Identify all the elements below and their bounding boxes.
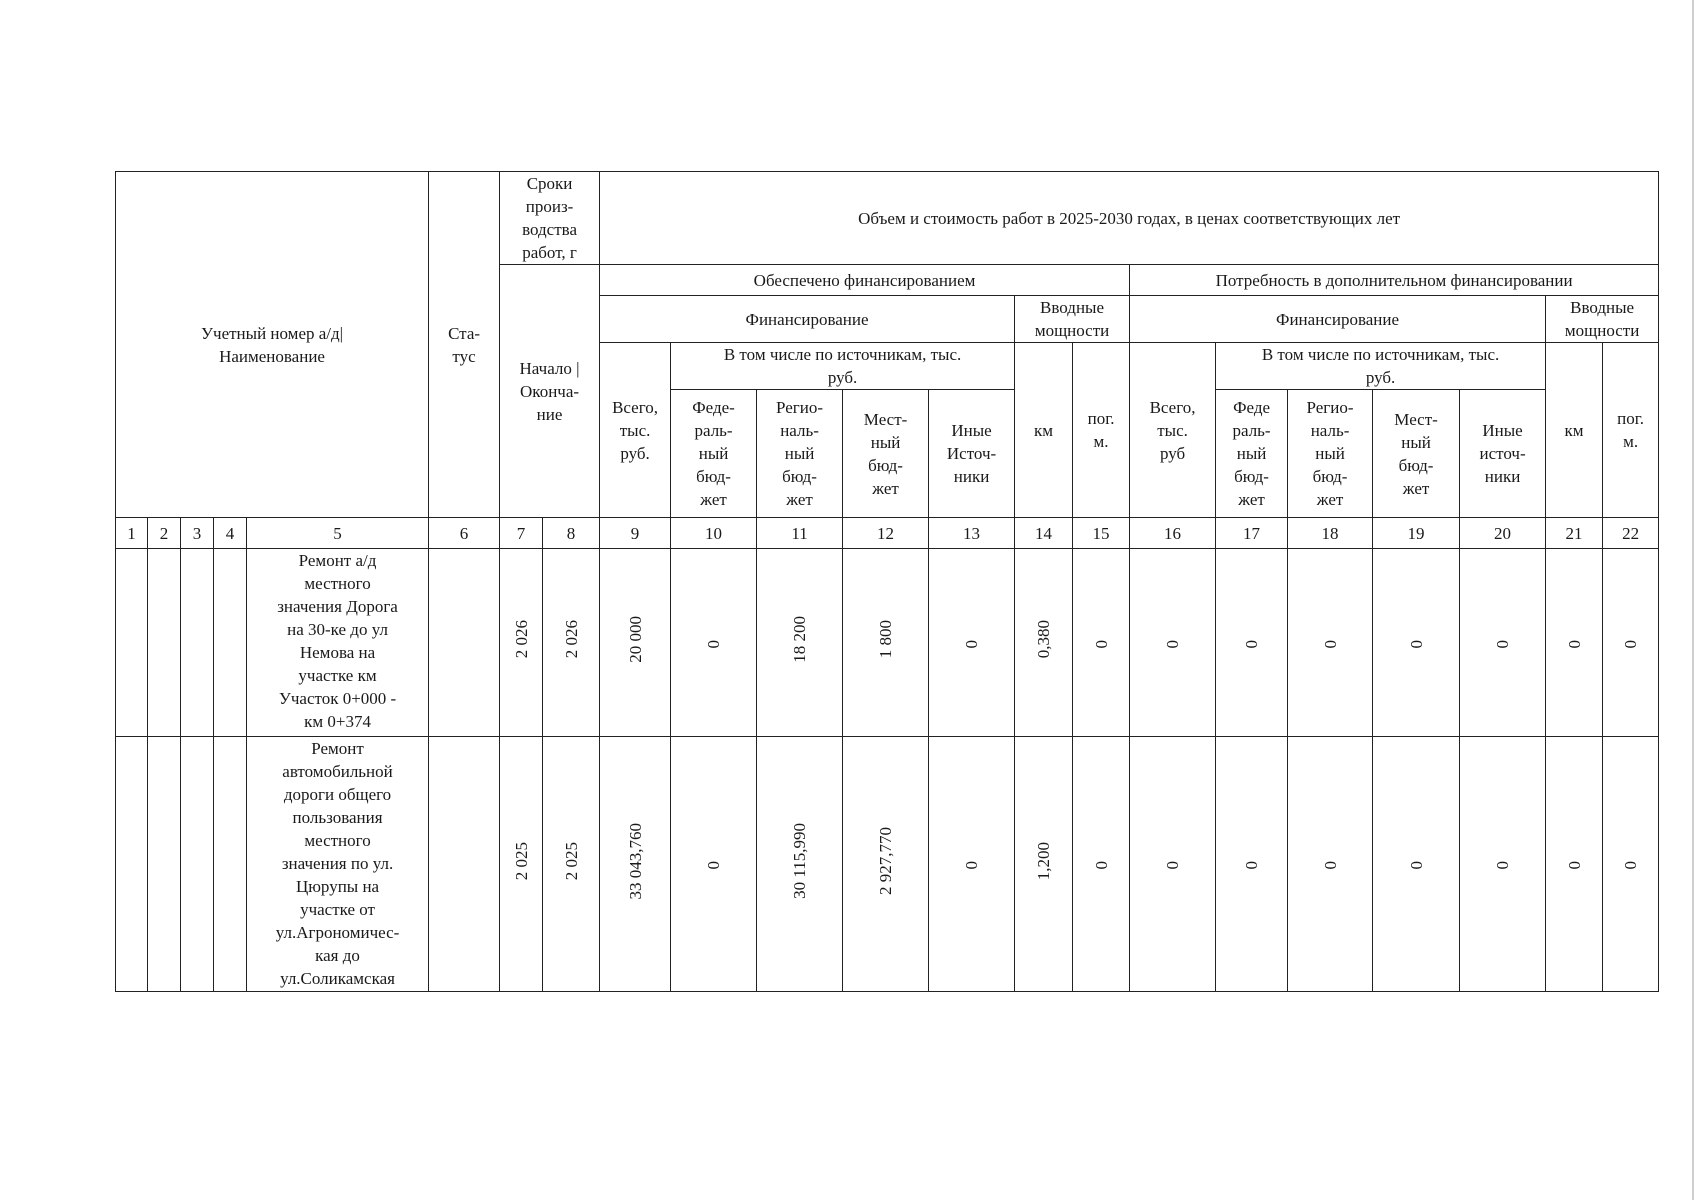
page-edge: [1692, 0, 1694, 1200]
total-secured-text: 20 000: [625, 616, 645, 663]
column-number: 8: [543, 518, 600, 549]
federal-need-text: 0: [1242, 639, 1262, 648]
cell-c4: [214, 549, 247, 737]
federal-need: [1216, 549, 1288, 737]
column-number-row: [116, 518, 1659, 549]
other-secured: [929, 549, 1015, 737]
km-secured-text: 1,200: [1034, 841, 1054, 881]
table-row: [116, 737, 1659, 992]
pog-secured: [1073, 549, 1130, 737]
column-number: 9: [600, 518, 671, 549]
column-number: 5: [247, 518, 429, 549]
column-number: 3: [181, 518, 214, 549]
column-number: 15: [1073, 518, 1130, 549]
header-capacity-2: Вводные мощности: [1546, 296, 1659, 343]
local-need-text: 0: [1406, 861, 1426, 870]
column-number: 10: [671, 518, 757, 549]
regional-secured: [757, 737, 843, 992]
end-year-text: 2 026: [561, 620, 581, 659]
end-year-text: 2 025: [561, 841, 581, 881]
other-secured-text: 0: [962, 639, 982, 648]
total-need-text: 0: [1163, 861, 1183, 870]
total-secured: [600, 737, 671, 992]
federal-secured: [671, 737, 757, 992]
km-need: [1546, 737, 1603, 992]
other-need-text: 0: [1493, 861, 1513, 870]
column-number: 17: [1216, 518, 1288, 549]
km-secured: [1015, 549, 1073, 737]
header-account-name: Учетный номер а/д| Наименование: [116, 172, 429, 518]
end-year: [543, 737, 600, 992]
column-number: 4: [214, 518, 247, 549]
status-cell: [429, 737, 500, 992]
header-regional-1: Регио- наль- ный бюд- жет: [757, 390, 843, 518]
header-volume-title: Объем и стоимость работ в 2025-2030 годах, в ценах соответствующих лет: [600, 172, 1659, 265]
local-need: [1373, 737, 1460, 992]
header-pog-1: пог. м.: [1073, 343, 1130, 518]
local-secured: [843, 737, 929, 992]
km-need: [1546, 549, 1603, 737]
regional-need: [1288, 737, 1373, 992]
header-regional-2: Регио- наль- ный бюд- жет: [1288, 390, 1373, 518]
header-other-2: Иные источ- ники: [1460, 390, 1546, 518]
header-total-1: Всего, тыс. руб.: [600, 343, 671, 518]
header-total-2: Всего, тыс. руб: [1130, 343, 1216, 518]
other-secured: [929, 737, 1015, 992]
status-cell: [429, 549, 500, 737]
total-need: [1130, 737, 1216, 992]
column-number: 12: [843, 518, 929, 549]
cell-c2: [148, 549, 181, 737]
regional-need-text: 0: [1320, 861, 1340, 870]
road-works-table: [115, 171, 1659, 992]
regional-need: [1288, 549, 1373, 737]
header-local-2: Мест- ный бюд- жет: [1373, 390, 1460, 518]
total-need: [1130, 549, 1216, 737]
column-number: 16: [1130, 518, 1216, 549]
header-financing-1: Финансирование: [600, 296, 1015, 343]
federal-secured-text: 0: [704, 861, 724, 870]
regional-need-text: 0: [1320, 639, 1340, 648]
pog-secured-text: 0: [1091, 861, 1111, 870]
header-pog-2: пог. м.: [1603, 343, 1659, 518]
header-status: Ста- тус: [429, 172, 500, 518]
other-secured-text: 0: [962, 861, 982, 870]
km-need-text: 0: [1564, 639, 1584, 648]
column-number: 14: [1015, 518, 1073, 549]
start-year: [500, 737, 543, 992]
header-by-sources-2: В том числе по источникам, тыс. руб.: [1216, 343, 1546, 390]
cell-c1: [116, 549, 148, 737]
header-by-sources-1: В том числе по источникам, тыс. руб.: [671, 343, 1015, 390]
column-number: 11: [757, 518, 843, 549]
header-other-1: Иные Источ- ники: [929, 390, 1015, 518]
header-secured: Обеспечено финансированием: [600, 265, 1130, 296]
header-local-1: Мест- ный бюд- жет: [843, 390, 929, 518]
federal-need: [1216, 737, 1288, 992]
pog-secured-text: 0: [1091, 639, 1111, 648]
header-km-1: км: [1015, 343, 1073, 518]
header-federal-2: Феде раль- ный бюд- жет: [1216, 390, 1288, 518]
column-number: 22: [1603, 518, 1659, 549]
header-start-end: Начало | Окончa- ние: [500, 265, 600, 518]
km-secured: [1015, 737, 1073, 992]
column-number: 20: [1460, 518, 1546, 549]
pog-need-text: 0: [1621, 861, 1641, 870]
cell-c1: [116, 737, 148, 992]
end-year: [543, 549, 600, 737]
start-year-text: 2 026: [511, 620, 531, 659]
km-need-text: 0: [1564, 861, 1584, 870]
header-financing-2: Финансирование: [1130, 296, 1546, 343]
column-number: 18: [1288, 518, 1373, 549]
pog-need-text: 0: [1621, 639, 1641, 648]
column-number: 21: [1546, 518, 1603, 549]
header-need-additional: Потребность в дополнительном финансировании: [1130, 265, 1659, 296]
column-number: 13: [929, 518, 1015, 549]
road-name: Ремонт автомобильной дороги общего пользования местного значения по ул. Цюрупы на участке от ул.Агрономичес- кая до ул.Соликамская: [247, 737, 429, 992]
pog-need: [1603, 737, 1659, 992]
start-year: [500, 549, 543, 737]
start-year-text: 2 025: [511, 841, 531, 881]
cell-c4: [214, 737, 247, 992]
column-number: 19: [1373, 518, 1460, 549]
local-secured-text: 2 927,770: [876, 827, 896, 895]
km-secured-text: 0,380: [1034, 620, 1054, 659]
other-need: [1460, 737, 1546, 992]
column-number: 1: [116, 518, 148, 549]
federal-secured: [671, 549, 757, 737]
column-number: 6: [429, 518, 500, 549]
local-secured-text: 1 800: [876, 620, 896, 659]
cell-c3: [181, 549, 214, 737]
cell-c3: [181, 737, 214, 992]
total-need-text: 0: [1163, 639, 1183, 648]
header-federal-1: Феде- раль- ный бюд- жет: [671, 390, 757, 518]
table-row: [116, 549, 1659, 737]
column-number: 2: [148, 518, 181, 549]
header-terms: Сроки произ- водства работ, г: [500, 172, 600, 265]
cell-c2: [148, 737, 181, 992]
local-need-text: 0: [1406, 639, 1426, 648]
other-need: [1460, 549, 1546, 737]
header-km-2: км: [1546, 343, 1603, 518]
road-name: Ремонт а/д местного значения Дорога на 30-ке до ул Немова на участке км Участок 0+000 - км 0+374: [247, 549, 429, 737]
other-need-text: 0: [1493, 639, 1513, 648]
regional-secured: [757, 549, 843, 737]
regional-secured-text: 18 200: [790, 616, 810, 663]
total-secured-text: 33 043,760: [625, 822, 645, 900]
local-secured: [843, 549, 929, 737]
regional-secured-text: 30 115,990: [790, 823, 810, 899]
total-secured: [600, 549, 671, 737]
pog-secured: [1073, 737, 1130, 992]
local-need: [1373, 549, 1460, 737]
pog-need: [1603, 549, 1659, 737]
column-number: 7: [500, 518, 543, 549]
federal-need-text: 0: [1242, 861, 1262, 870]
header-capacity-1: Вводные мощности: [1015, 296, 1130, 343]
federal-secured-text: 0: [704, 639, 724, 648]
